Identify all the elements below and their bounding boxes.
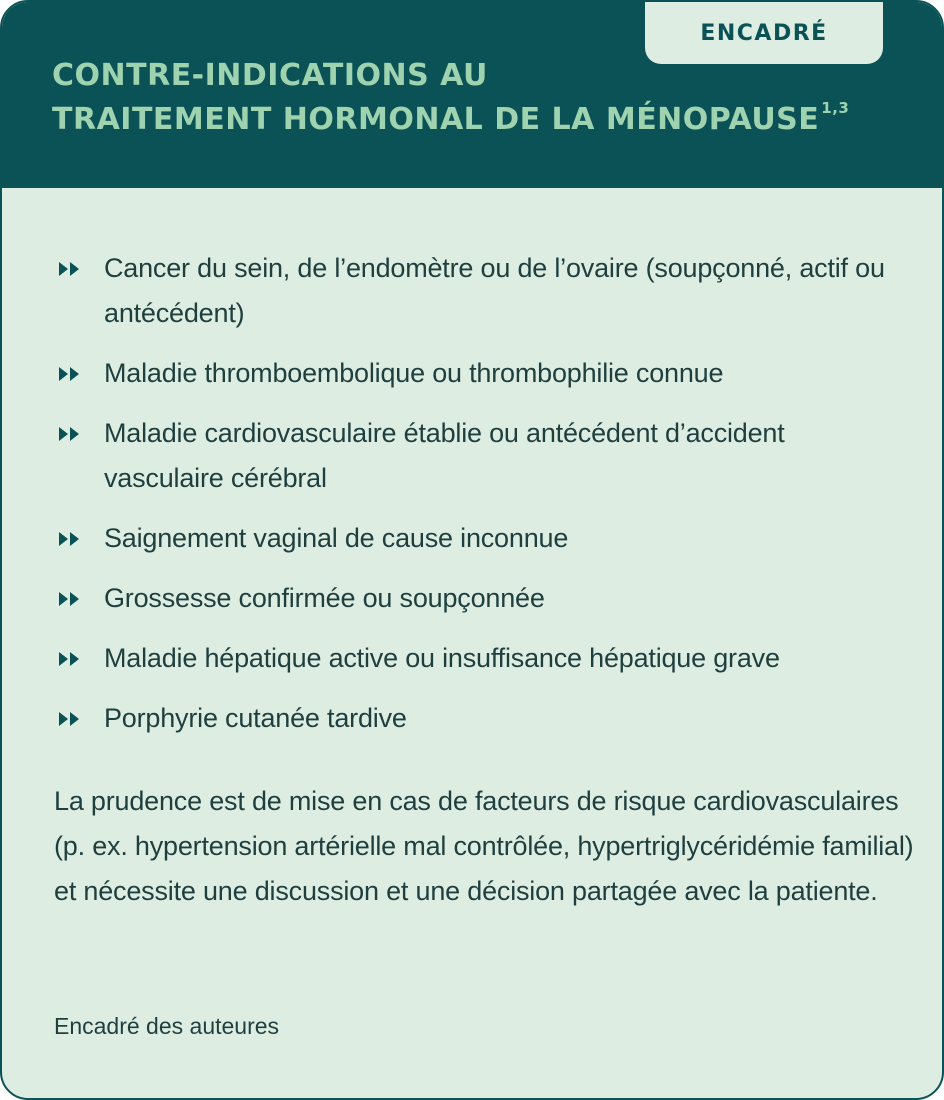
box-header [2, 2, 942, 188]
title-line-1: CONTRE-INDICATIONS AU [52, 58, 488, 93]
list-item [54, 636, 894, 681]
box-title [52, 54, 849, 142]
list-item [54, 246, 894, 336]
list-item [54, 576, 894, 621]
list-item-text: Porphyrie cutanée tardive [104, 703, 407, 733]
list-item-text: Maladie hépatique active ou insuffisance hépatique grave [104, 643, 780, 673]
encadre-tag: ENCADRÉ [645, 2, 883, 64]
title-line-2 [52, 98, 849, 142]
double-chevron-right-icon [58, 591, 82, 607]
double-chevron-right-icon [58, 711, 82, 727]
list-item-text: Maladie thromboembolique ou thrombophilie connue [104, 358, 724, 388]
double-chevron-right-icon [58, 261, 82, 277]
double-chevron-right-icon [58, 366, 82, 382]
list-item-text: Maladie cardiovasculaire établie ou antécédent d’accident vasculaire cérébral [104, 418, 785, 493]
list-item-text: Cancer du sein, de l’endomètre ou de l’ovaire (soupçonné, actif ou antécédent) [104, 253, 885, 328]
list-item [54, 516, 894, 561]
double-chevron-right-icon [58, 531, 82, 547]
list-item [54, 351, 894, 396]
source-credit: Encadré des auteures [54, 1013, 280, 1039]
list-item [54, 411, 894, 501]
title-line-2-text: TRAITEMENT HORMONAL DE LA MÉNOPAUSE [52, 102, 820, 137]
title-reference-superscript: 1,3 [821, 99, 850, 117]
list-item [54, 696, 894, 741]
double-chevron-right-icon [58, 651, 82, 667]
list-item-text: Grossesse confirmée ou soupçonnée [104, 583, 545, 613]
list-item-text: Saignement vaginal de cause inconnue [104, 523, 569, 553]
caution-note: La prudence est de mise en cas de facteurs de risque cardiovasculaires (p. ex. hypertension artérielle mal contrôlée, hypertriglycéridémie familial) et nécessite une discussion et une décision partagée avec la patiente. [54, 786, 914, 906]
double-chevron-right-icon [58, 426, 82, 442]
contraindications-list [54, 246, 894, 756]
